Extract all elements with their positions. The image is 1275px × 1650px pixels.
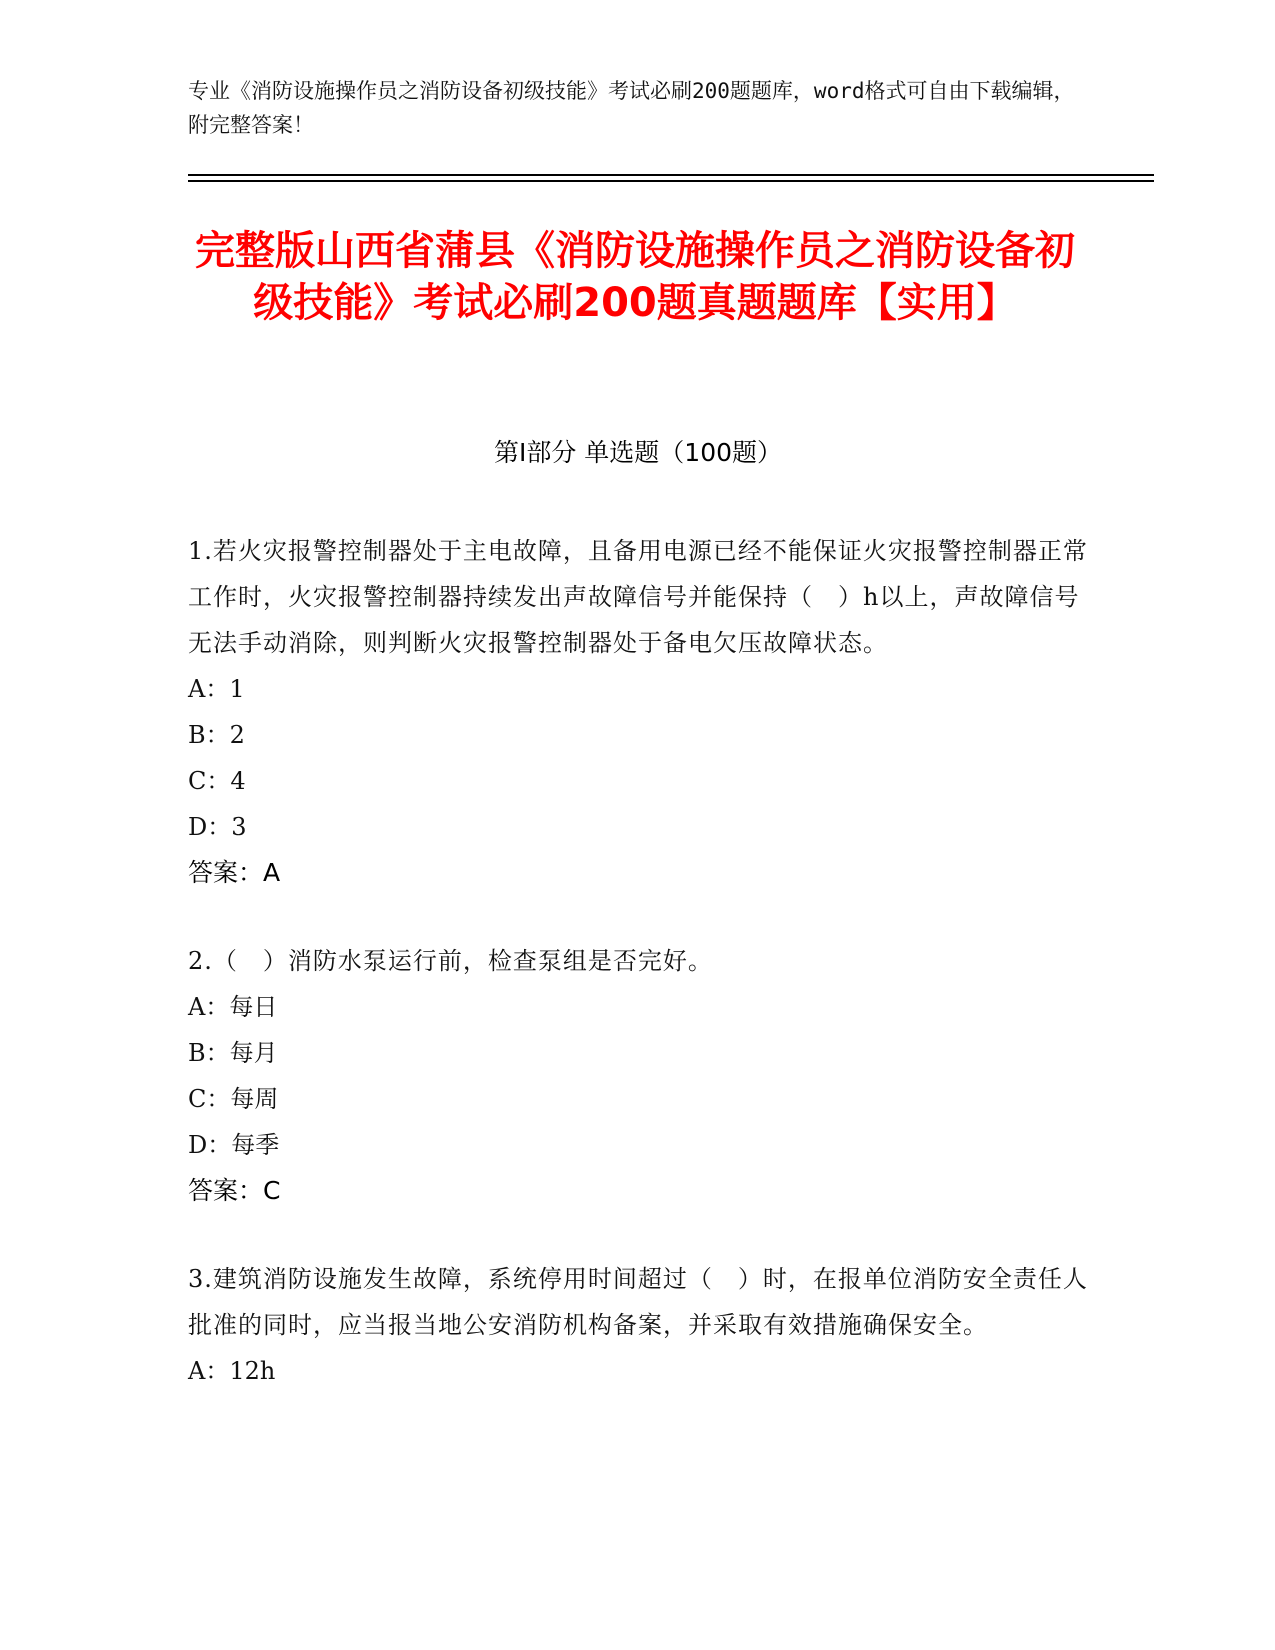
question-1-option-b: B：2: [188, 721, 245, 749]
question-3: [188, 1256, 1088, 1394]
question-1-text: 1.若火灾报警控制器处于主电故障，且备用电源已经不能保证火灾报警控制器正常工作时，火灾报警控制器持续发出声故障信号并能保持（ ）h以上，声故障信号无法手动消除，则判断火灾报警控制器处于备电欠压故障状态。: [188, 537, 1088, 657]
question-2-option-a: A：每日: [188, 993, 278, 1021]
question-list: [188, 528, 1088, 1436]
question-3-text: 3.建筑消防设施发生故障，系统停用时间超过（ ）时，在报单位消防安全责任人批准的同时，应当报当地公安消防机构备案，并采取有效措施确保安全。: [188, 1265, 1088, 1339]
document-title: 完整版山西省蒲县《消防设施操作员之消防设备初级技能》考试必刷200题真题题库【实用】: [195, 228, 1075, 326]
question-2-option-d: D：每季: [188, 1131, 280, 1159]
header-divider-top: [188, 174, 1154, 176]
question-2-answer: 答案：C: [188, 1176, 281, 1205]
question-2-option-c: C：每周: [188, 1085, 279, 1113]
question-1-answer: 答案：A: [188, 858, 281, 887]
header-divider-bottom: [188, 180, 1154, 182]
question-1-option-c: C：4: [188, 767, 246, 795]
header-note: 专业《消防设施操作员之消防设备初级技能》考试必刷200题题库，word格式可自由下载编辑，附完整答案！: [188, 79, 1075, 137]
question-2-text: 2.（ ）消防水泵运行前，检查泵组是否完好。: [188, 947, 713, 975]
question-2-option-b: B：每月: [188, 1039, 278, 1067]
question-1: [188, 528, 1088, 896]
question-1-option-a: A：1: [188, 675, 245, 703]
question-2: [188, 938, 1088, 1214]
section-heading: 第Ⅰ部分 单选题（100题）: [493, 438, 783, 467]
question-1-option-d: D：3: [188, 813, 247, 841]
question-3-option-a: A：12h: [188, 1357, 276, 1385]
